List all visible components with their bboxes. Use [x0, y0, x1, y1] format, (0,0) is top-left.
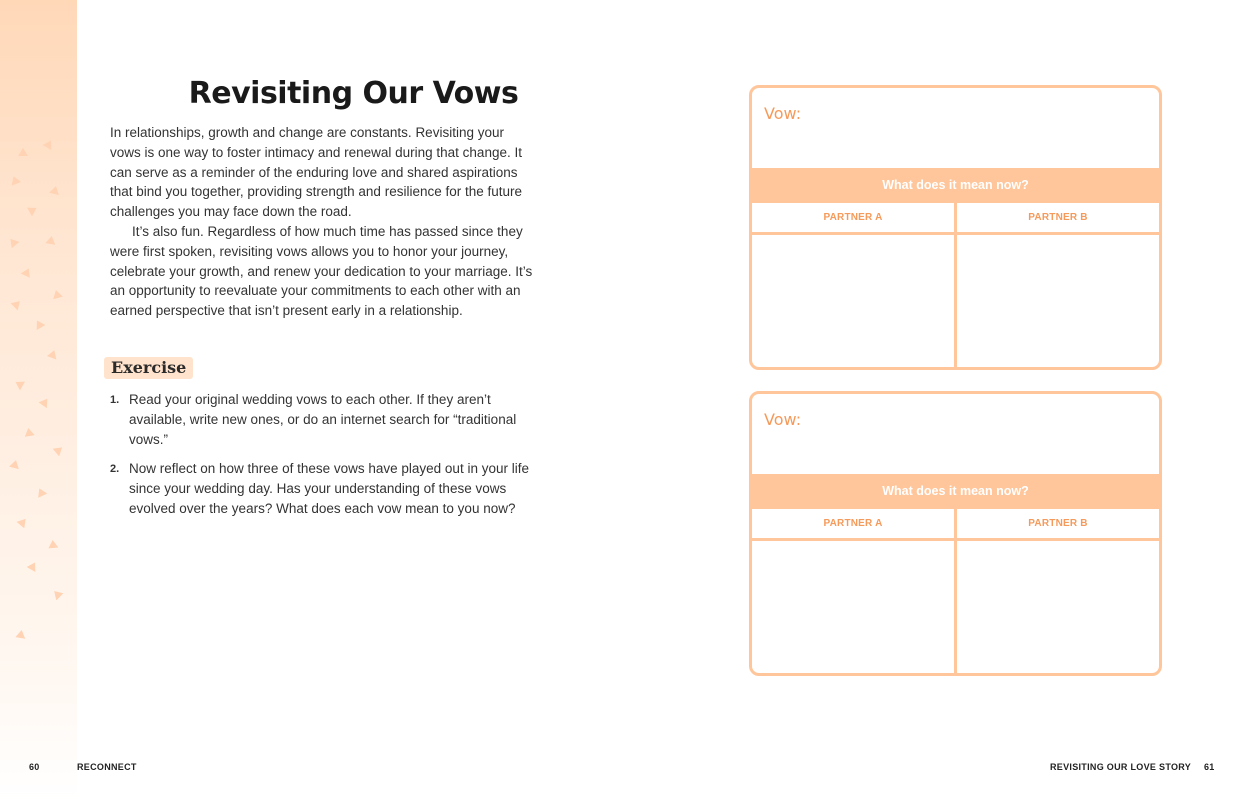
partner-b-writing-area[interactable]: [957, 541, 1159, 673]
exercise-heading: Exercise: [104, 357, 193, 379]
right-running-head: REVISITING OUR LOVE STORY: [1050, 762, 1192, 772]
left-page-number: 60: [29, 762, 40, 772]
partner-a-header: PARTNER A: [752, 203, 954, 235]
partner-columns: [752, 509, 1159, 673]
vow-label: Vow:: [764, 410, 802, 429]
left-page: [77, 0, 622, 800]
decorative-triangle: [27, 560, 40, 572]
decorative-triangle: [51, 588, 64, 601]
decorative-triangle: [7, 236, 20, 249]
decorative-triangle: [47, 349, 59, 360]
left-running-head: RECONNECT: [77, 762, 137, 772]
decorative-triangle: [45, 235, 56, 245]
decorative-triangle: [9, 175, 21, 186]
decorative-triangle: [35, 486, 47, 497]
decorative-triangle: [49, 185, 61, 195]
decorative-triangle: [15, 629, 26, 639]
vow-card-1: [749, 85, 1162, 370]
page-title: Revisiting Our Vows: [188, 76, 519, 111]
step-number: 2.: [110, 463, 120, 476]
step-number: 1.: [110, 394, 120, 406]
meaning-band: What does it mean now?: [752, 474, 1159, 509]
meaning-band: What does it mean now?: [752, 168, 1159, 203]
vow-field[interactable]: [752, 88, 1159, 168]
decorative-side-strip: [0, 0, 77, 800]
partner-a-column: [752, 509, 954, 673]
decorative-triangle: [27, 204, 39, 217]
vow-card-2: [749, 391, 1162, 676]
decorative-triangle: [21, 266, 33, 277]
paragraph-1: In relationships, growth and change are constants. Revisiting your vows is one way to foster intimacy and renewal during that change. It can serve as a reminder of the enduring love and shared aspirations that bind you together, providing strength and resilience for the future challenges you may face down the road.: [110, 125, 523, 220]
partner-a-writing-area[interactable]: [752, 541, 954, 673]
paragraph-2: It’s also fun. Regardless of how much time has passed since they were first spoken, revisiting vows allows you to honor your journey, celebrate your growth, and renew your dedication to your marriage. It’s an opportunity to reevaluate your commitments to each other with an earned perspective that isn’t present early in a relationship.: [110, 223, 533, 319]
decorative-triangle: [53, 444, 66, 457]
exercise-steps: [110, 390, 540, 529]
partner-b-writing-area[interactable]: [957, 235, 1159, 367]
intro-text: [110, 123, 535, 321]
vow-field[interactable]: [752, 394, 1159, 474]
step-text: Read your original wedding vows to each other. If they aren’t available, write new ones, or do an internet search for “traditional vows.”: [129, 392, 517, 447]
partner-columns: [752, 203, 1159, 367]
step-text: Now reflect on how three of these vows have played out in your life since your wedding day. Has your understanding of these vows evolved over the years? What does each vow mean to you now?: [129, 461, 529, 516]
decorative-triangle: [39, 396, 52, 408]
decorative-triangle: [33, 318, 46, 330]
partner-b-header: PARTNER B: [957, 203, 1159, 235]
decorative-triangle: [23, 427, 34, 437]
partner-b-column: [954, 509, 1159, 673]
partner-a-column: [752, 203, 954, 367]
decorative-triangle: [17, 516, 30, 529]
partner-a-writing-area[interactable]: [752, 235, 954, 367]
right-page-number: 61: [1204, 762, 1215, 772]
partner-b-header: PARTNER B: [957, 509, 1159, 541]
decorative-triangle: [43, 138, 56, 150]
decorative-triangle: [48, 540, 59, 549]
step-item: [110, 390, 540, 449]
decorative-triangle: [18, 148, 28, 156]
partner-b-column: [954, 203, 1159, 367]
decorative-triangle: [13, 378, 25, 391]
partner-a-header: PARTNER A: [752, 509, 954, 541]
decorative-triangle: [11, 298, 24, 311]
decorative-triangle: [51, 289, 63, 299]
step-item: [110, 459, 540, 518]
decorative-triangle: [9, 459, 21, 469]
vow-label: Vow:: [764, 104, 802, 123]
